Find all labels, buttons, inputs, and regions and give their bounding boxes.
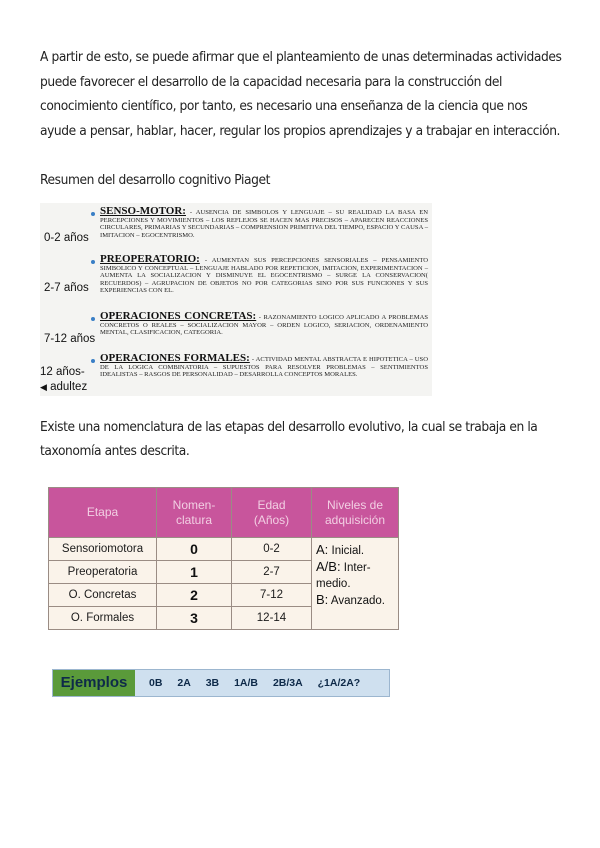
example-item: 2B/3A [272,677,303,689]
header-nomenclatura: Nomen- clatura [157,488,232,538]
cell-edad: 2-7 [232,561,312,584]
stage-title: SENSO-MOTOR: [100,205,186,217]
header-niveles: Niveles de adquisición [312,488,399,538]
intro-line: puede favorecer el desarrollo de la capacidad necesaria para la construcción del [40,74,502,90]
stage-age: 12 años- [40,366,85,378]
intro-line: ayude a pensar, hablar, hacer, regular los propios aprendizajes y a trabajar en interacción. [40,123,561,139]
level-text: Inicial. [331,545,365,557]
cell-etapa: Sensoriomotora [49,538,157,561]
cell-niveles [312,538,399,630]
nomenclature-line: Existe una nomenclatura de las etapas del desarrollo evolutivo, la cual se trabaja en la [40,420,538,435]
stage-operaciones-concretas [100,310,429,337]
nomenclature-paragraph [40,416,537,464]
summary-heading: Resumen del desarrollo cognitivo Piaget [40,173,271,188]
stage-senso-motor [100,205,428,239]
stage-age-2: adultez [50,381,88,393]
stage-description: - RAZONAMIENTO LOGICO APLICADO A PROBLEMAS CONCRETOS O REALES – SOCIALIZACION MAYOR – ORDEN LOGICO, SERIACION, ORDENAMIENTO MENTAL, CLASIFICACION, CATEGORIA. [100,314,429,337]
cell-etapa: Preoperatoria [49,561,157,584]
stage-age: 2-7 años [44,282,89,294]
header-etapa: Etapa [49,488,157,538]
stage-title: OPERACIONES CONCRETAS: [100,310,257,322]
cell-nomenclatura: 0 [157,538,232,561]
nomenclature-line: taxonomía antes descrita. [40,444,190,459]
examples-items [149,670,372,696]
stage-preoperatorio [100,253,428,295]
piaget-summary-image [40,203,432,396]
intro-paragraph [40,46,561,144]
bullet-icon [90,210,98,218]
header-edad: Edad (Años) [232,488,312,538]
example-item: 2A [177,677,191,689]
bullet-icon [90,258,98,266]
example-item: 3B [205,677,220,689]
level-text: Inter-medio. [316,562,371,590]
table-header-row [49,488,399,538]
level-code: A: [316,542,329,557]
stage-title: PREOPERATORIO: [100,253,200,265]
example-item: 0B [149,677,163,689]
examples-strip [52,669,390,697]
stage-age: 0-2 años [44,232,89,244]
level-code: B: [316,592,329,607]
cell-edad: 7-12 [232,584,312,607]
cell-edad: 0-2 [232,538,312,561]
stage-title: OPERACIONES FORMALES: [100,352,250,364]
stage-description: - ACTIVIDAD MENTAL ABSTRACTA E HIPOTETICA – USO DE LA LOGICA COMBINATORIA – SUPUESTOS PARA RESOLVER PROBLEMAS – SENTIMIENTOS IDEALISTAS – RASGOS DE PERSONALIDAD – DESARROLLA CONCEPTOS MORALES. [100,356,428,379]
cell-nomenclatura: 2 [157,584,232,607]
nomenclature-table [48,487,399,630]
stage-operaciones-formales [100,352,428,379]
bullet-icon [90,357,98,365]
cell-etapa: O. Formales [49,607,157,630]
stage-description: - AUSENCIA DE SIMBOLOS Y LENGUAJE – SU REALIDAD LA BASA EN PERCEPCIONES Y MOVIMIENTOS – LOS REFLEJOS SE HACEN MAS PRECISOS – APARECEN REACCIONES CIRCULARES, PRIMARIAS Y SECUNDARIAS – COMPRENSION PRIMITIVA DEL TIEMPO, ESPACIO Y CAUSA – IMITACION – EGOCENTRISMO. [100,209,428,239]
cell-nomenclatura: 1 [157,561,232,584]
stage-description: - AUMENTAN SUS PERCEPCIONES SENSORIALES – PENSAMIENTO SIMBOLICO Y CONCEPTUAL – LENGUAJE HABLADO POR REPETICION, IMITACION, EXPERIMENTACION – AUMENTA LA SOCIALIZACION Y DISMINUYE EL EGOCENTRISMO – SURGE LA CONSERVACION( RECUERDOS) – AGRUPACION DE OBJETOS NO POR CATEGORIAS SINO POR SUS FUNCIONES Y SUS EXPERIENCIAS CON EL. [100,257,428,295]
bullet-icon [90,315,98,323]
stage-age: 7-12 años [44,333,96,345]
level-code: A/B: [316,559,341,574]
table-row [49,538,399,561]
cell-edad: 12-14 [232,607,312,630]
intro-line: conocimiento científico, por tanto, es necesario una enseñanza de la ciencia que nos [40,99,528,114]
intro-line: A partir de esto, se puede afirmar que el planteamiento de unas determinadas actividades [40,50,562,65]
level-text: Avanzado. [330,595,385,607]
cell-nomenclatura: 3 [157,607,232,630]
stage-age-adultez: ◀ adultez [40,381,88,393]
cell-etapa: O. Concretas [49,584,157,607]
examples-label: Ejemplos [53,670,135,696]
example-item: ¿1A/2A? [317,677,361,689]
example-item: 1A/B [234,677,259,689]
